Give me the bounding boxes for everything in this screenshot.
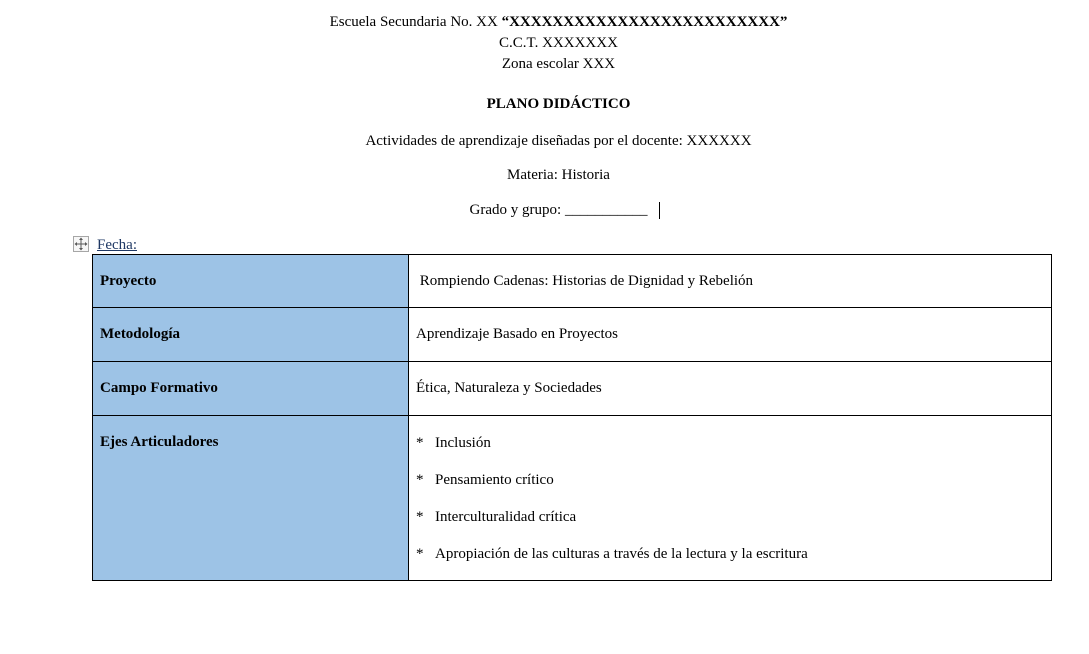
cct-line: C.C.T. XXXXXXX [499, 35, 618, 51]
zone-line: Zona escolar XXX [501, 56, 616, 72]
bullet-asterisk: * [416, 472, 424, 488]
bullet-asterisk: * [416, 546, 424, 562]
bullet-asterisk: * [416, 435, 424, 451]
table-row [93, 416, 1052, 581]
text-cursor [659, 202, 660, 219]
school-prefix: Escuela Secundaria No. XX [329, 14, 502, 30]
row-label-metodologia: Metodología [93, 308, 409, 362]
table-row [93, 362, 1052, 416]
move-arrows-icon[interactable] [73, 236, 89, 252]
row-value-proyecto[interactable]: Rompiendo Cadenas: Historias de Dignidad y Rebelión [409, 255, 1052, 308]
list-item [416, 508, 1051, 526]
school-name-line [0, 12, 1089, 32]
row-label-campo-formativo: Campo Formativo [93, 362, 409, 416]
list-item [416, 545, 1051, 563]
document-title: PLANO DIDÁCTICO [486, 96, 631, 112]
axis-item-text: Pensamiento crítico [435, 472, 554, 488]
axis-item-text: Apropiación de las culturas a través de la lectura y la escritura [435, 546, 808, 562]
axes-list [416, 434, 1051, 563]
list-item [416, 434, 1051, 452]
plan-table [92, 254, 1052, 581]
axis-item-text: Inclusión [435, 435, 491, 451]
row-label-ejes-articuladores: Ejes Articuladores [93, 416, 409, 581]
row-value-metodologia[interactable]: Aprendizaje Basado en Proyectos [409, 308, 1052, 362]
date-field[interactable] [97, 236, 380, 255]
row-value-ejes-articuladores[interactable] [409, 416, 1052, 581]
table-row [93, 255, 1052, 308]
subject-line: Materia: Historia [507, 167, 610, 183]
row-value-campo-formativo[interactable]: Ética, Naturaleza y Sociedades [409, 362, 1052, 416]
table-row [93, 308, 1052, 362]
activities-line: Actividades de aprendizaje diseñadas por el docente: XXXXXX [365, 133, 752, 149]
school-name: “XXXXXXXXXXXXXXXXXXXXXXXXX” [501, 14, 788, 30]
bullet-asterisk: * [416, 509, 424, 525]
list-item [416, 471, 1051, 489]
grade-line: Grado y grupo: ___________ [469, 202, 648, 218]
axis-item-text: Interculturalidad crítica [435, 509, 577, 525]
row-label-proyecto: Proyecto [93, 255, 409, 308]
date-label: Fecha: [97, 237, 137, 253]
